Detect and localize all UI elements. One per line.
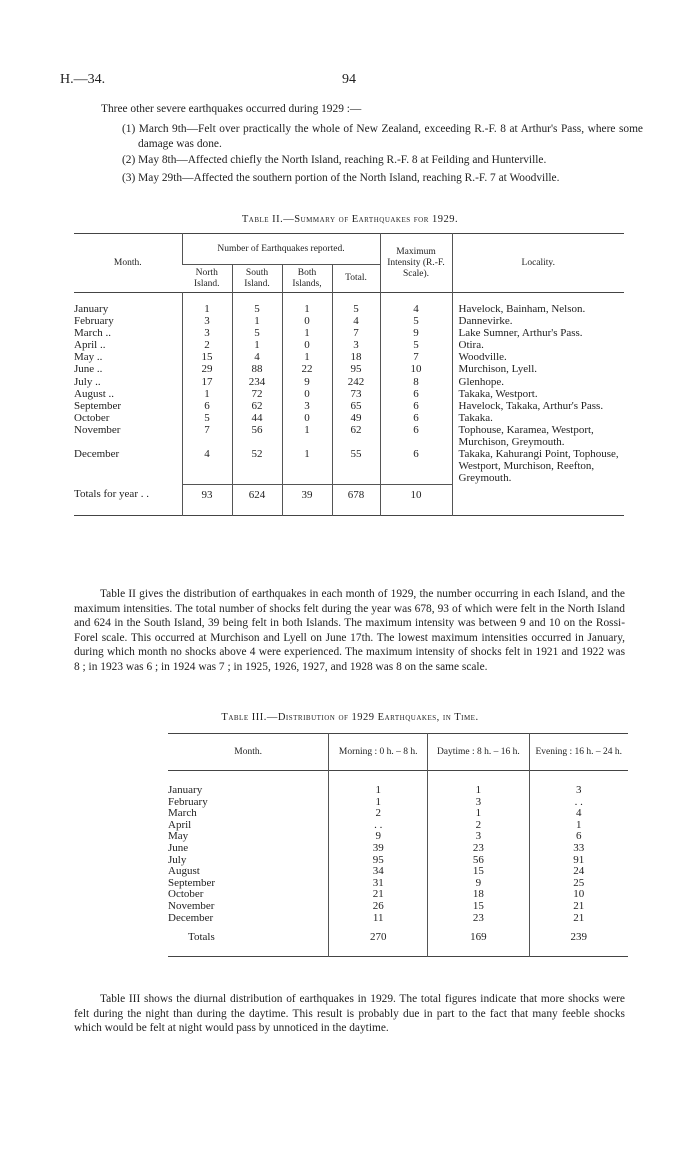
table3-cell-evening: 1 <box>529 820 628 832</box>
table2-cell-north: 29 <box>182 363 232 375</box>
intro-item-2: (2) May 8th—Affected chiefly the North Island, reaching R.-F. 8 at Feilding and Hunterville. <box>122 154 547 166</box>
table2-cell-both: 1 <box>282 327 332 339</box>
table2-cell-locality: Takaka, Kahurangi Point, Tophouse, Westport, Murchison, Reefton, Greymouth. <box>452 448 624 484</box>
table2-header-north: North Island. <box>182 265 232 293</box>
table3-cell-morning: 9 <box>329 831 428 843</box>
table2-header-month: Month. <box>113 257 142 268</box>
table3 <box>168 733 628 957</box>
table2-cell-locality: Havelock, Takaka, Arthur's Pass. <box>452 400 624 412</box>
table3-cell-daytime: 3 <box>428 831 529 843</box>
table2-cell-south: 88 <box>232 363 282 375</box>
table2-row <box>74 327 624 339</box>
table3-total-morning: 270 <box>329 924 428 956</box>
table2-cell-both: 1 <box>282 351 332 363</box>
table3-cell-month: October <box>168 888 204 901</box>
table2-cell-south: 234 <box>232 376 282 388</box>
table2-cell-south: 4 <box>232 351 282 363</box>
table3-cell-month: March <box>168 807 197 820</box>
table3-header-morning: Morning : 0 h. – 8 h. <box>329 734 428 771</box>
table2-header-both: Both Islands, <box>282 265 332 293</box>
table2-cell-locality: Lake Sumner, Arthur's Pass. <box>452 327 624 339</box>
table3-cell-month: June <box>168 841 189 854</box>
table2-row <box>74 400 624 412</box>
table2-total-north: 93 <box>182 484 232 515</box>
table2-header-group: Number of Earthquakes reported. <box>182 234 380 265</box>
table3-cell-evening: 24 <box>529 866 628 878</box>
table2-cell-total: 5 <box>332 293 380 316</box>
table2-row <box>74 315 624 327</box>
table3-title: Table III.—Distribution of 1929 Earthquakes, in Time. <box>221 712 479 723</box>
table3-cell-morning: 21 <box>329 889 428 901</box>
table2-cell-both: 3 <box>282 400 332 412</box>
table2-cell-total: 7 <box>332 327 380 339</box>
table2-total-label: Totals for year . . <box>74 488 149 501</box>
table2-header-south: South Island. <box>232 265 282 293</box>
table2-cell-locality: Takaka. <box>452 412 624 424</box>
table2-cell-locality: Takaka, Westport. <box>452 388 624 400</box>
table3-row <box>168 866 628 878</box>
table3-row <box>168 913 628 925</box>
table2-cell-intensity: 6 <box>380 424 452 448</box>
table2-cell-intensity: 5 <box>380 315 452 327</box>
table3-cell-month: July <box>168 853 187 866</box>
table2-cell-month: May .. <box>74 351 103 364</box>
intro-item-1: (1) March 9th—Felt over practically the whole of New Zealand, exceeding R.-F. 8 at Arthur's Pass, where some damage was done. <box>122 123 643 150</box>
table3-row <box>168 831 628 843</box>
table2-cell-north: 5 <box>182 412 232 424</box>
table2-cell-south: 62 <box>232 400 282 412</box>
table2-cell-south: 1 <box>232 339 282 351</box>
paragraph-table3-summary: Table III shows the diurnal distribution of earthquakes in 1929. The total figures indicate that more shocks were felt during the night than during the daytime. This result is probably due in part to the fact that many feeble shocks which would be felt at night would pass by unnoticed in the daytime. <box>74 993 625 1035</box>
table3-cell-morning: 11 <box>329 913 428 925</box>
table2-cell-intensity: 6 <box>380 412 452 424</box>
table2-cell-south: 56 <box>232 424 282 448</box>
table3-cell-evening: . . <box>529 797 628 809</box>
table2-cell-total: 4 <box>332 315 380 327</box>
table2-cell-total: 73 <box>332 388 380 400</box>
table2-cell-month: November <box>74 423 121 436</box>
table3-cell-evening: 6 <box>529 831 628 843</box>
table2-totals-row <box>74 484 624 515</box>
table2-cell-both: 1 <box>282 448 332 484</box>
table3-cell-evening: 21 <box>529 913 628 925</box>
table3-row <box>168 889 628 901</box>
table3-cell-month: November <box>168 899 215 912</box>
table2-cell-north: 15 <box>182 351 232 363</box>
table2-cell-north: 2 <box>182 339 232 351</box>
table2-header-intensity: Maximum Intensity (R.-F. Scale). <box>380 234 452 293</box>
table2-cell-south: 5 <box>232 293 282 316</box>
table2-cell-north: 3 <box>182 315 232 327</box>
intro-lead: Three other severe earthquakes occurred during 1929 :— <box>101 103 362 115</box>
table2-cell-intensity: 6 <box>380 400 452 412</box>
table2-row <box>74 424 624 448</box>
table3-cell-evening: 4 <box>529 808 628 820</box>
table3-row <box>168 820 628 832</box>
table3-cell-evening: 91 <box>529 855 628 867</box>
table2-cell-month: July .. <box>74 375 101 388</box>
table3-cell-daytime: 15 <box>428 901 529 913</box>
table2-cell-month: December <box>74 448 120 461</box>
table3-cell-daytime: 18 <box>428 889 529 901</box>
table2-header-locality: Locality. <box>452 234 624 293</box>
table2-cell-total: 95 <box>332 363 380 375</box>
table2-row <box>74 448 624 484</box>
table3-cell-month: April <box>168 818 192 831</box>
table3-cell-morning: 39 <box>329 843 428 855</box>
table2-cell-intensity: 6 <box>380 448 452 484</box>
table2-cell-locality: Murchison, Lyell. <box>452 363 624 375</box>
table2-cell-intensity: 5 <box>380 339 452 351</box>
table3-cell-morning: 31 <box>329 878 428 890</box>
table2-cell-locality: Woodville. <box>452 351 624 363</box>
table2 <box>74 233 624 516</box>
table2-cell-month: January <box>74 303 109 315</box>
table3-cell-daytime: 2 <box>428 820 529 832</box>
table3-cell-evening: 10 <box>529 889 628 901</box>
table2-cell-intensity: 8 <box>380 376 452 388</box>
table2-total-south: 624 <box>232 484 282 515</box>
table2-total-both: 39 <box>282 484 332 515</box>
table3-cell-morning: 2 <box>329 808 428 820</box>
table2-cell-north: 1 <box>182 388 232 400</box>
intro-item-3: (3) May 29th—Affected the southern portion of the North Island, reaching R.-F. 7 at Woodville. <box>122 172 560 184</box>
table2-cell-both: 0 <box>282 412 332 424</box>
table2-title: Table II.—Summary of Earthquakes for 1929. <box>241 214 459 225</box>
report-reference: H.—34. <box>60 72 106 87</box>
table2-row <box>74 351 624 363</box>
table2-cell-locality: Dannevirke. <box>452 315 624 327</box>
table3-cell-month: February <box>168 795 208 808</box>
table2-cell-both: 9 <box>282 376 332 388</box>
table2-total-intensity: 10 <box>380 484 452 515</box>
table2-cell-both: 1 <box>282 424 332 448</box>
table2-cell-north: 6 <box>182 400 232 412</box>
table2-cell-total: 62 <box>332 424 380 448</box>
table2-header-total: Total. <box>332 265 380 293</box>
table2-cell-both: 1 <box>282 293 332 316</box>
table3-cell-morning: 34 <box>329 866 428 878</box>
table3-cell-daytime: 9 <box>428 878 529 890</box>
table2-row <box>74 388 624 400</box>
table3-row <box>168 771 628 797</box>
table3-cell-month: May <box>168 830 189 843</box>
table3-totals-row <box>168 924 628 956</box>
table2-cell-both: 0 <box>282 339 332 351</box>
table3-cell-daytime: 15 <box>428 866 529 878</box>
table2-cell-month: April .. <box>74 339 106 352</box>
table3-cell-daytime: 1 <box>428 808 529 820</box>
table3-header-evening: Evening : 16 h. – 24 h. <box>529 734 628 771</box>
table3-cell-morning: 1 <box>329 797 428 809</box>
table2-cell-month: June .. <box>74 363 103 376</box>
table2-cell-month: August .. <box>74 387 115 400</box>
table3-header-month: Month. <box>234 746 262 757</box>
table2-cell-total: 18 <box>332 351 380 363</box>
table3-row <box>168 843 628 855</box>
table2-cell-month: October <box>74 411 110 424</box>
table3-total-daytime: 169 <box>428 924 529 956</box>
table3-cell-evening: 21 <box>529 901 628 913</box>
table2-cell-total: 55 <box>332 448 380 484</box>
table2-cell-both: 0 <box>282 315 332 327</box>
table2-cell-total: 242 <box>332 376 380 388</box>
table2-cell-north: 7 <box>182 424 232 448</box>
table2-cell-month: September <box>74 399 122 412</box>
table2-row <box>74 376 624 388</box>
table2-cell-north: 3 <box>182 327 232 339</box>
table3-row <box>168 901 628 913</box>
table2-total-total: 678 <box>332 484 380 515</box>
table2-cell-north: 4 <box>182 448 232 484</box>
table2-cell-total: 65 <box>332 400 380 412</box>
table2-total-locality-empty <box>452 484 624 515</box>
table3-cell-daytime: 56 <box>428 855 529 867</box>
table2-cell-south: 5 <box>232 327 282 339</box>
table2-cell-intensity: 4 <box>380 293 452 316</box>
table2-row <box>74 363 624 375</box>
table3-cell-evening: 33 <box>529 843 628 855</box>
table3-cell-morning: . . <box>329 820 428 832</box>
table2-cell-south: 72 <box>232 388 282 400</box>
table3-row <box>168 878 628 890</box>
table3-cell-daytime: 1 <box>428 771 529 797</box>
paragraph-table2-summary: Table II gives the distribution of earthquakes in each month of 1929, the number occurring in each Island, and the maximum intensities. The total number of shocks felt during the year was 678, 93 of which were felt in the North Island and 624 in the South Island, 39 being felt in both Islands. The maximum intensity was between 9 and 10 on the Rossi-Forel scale. This occurred at Murchison and Lyell on June 17th. The lowest maximum intensities occurred in January, during which month no shocks above 4 were experienced. The maximum intensity of shocks felt in 1921 and 1922 was 8 ; in 1923 was 6 ; in 1924 was 7 ; in 1925, 1926, 1927, and 1928 was 8 on the same scale. <box>74 588 625 673</box>
table2-row <box>74 412 624 424</box>
table3-cell-morning: 1 <box>329 771 428 797</box>
table3-cell-month: December <box>168 911 214 924</box>
table2-row <box>74 339 624 351</box>
table2-cell-intensity: 6 <box>380 388 452 400</box>
table3-row <box>168 797 628 809</box>
table3-cell-month: January <box>168 784 203 796</box>
table2-cell-south: 1 <box>232 315 282 327</box>
table2-cell-intensity: 9 <box>380 327 452 339</box>
table3-cell-evening: 25 <box>529 878 628 890</box>
table3-cell-daytime: 23 <box>428 913 529 925</box>
table3-row <box>168 808 628 820</box>
table3-header-daytime: Daytime : 8 h. – 16 h. <box>428 734 529 771</box>
table3-cell-morning: 95 <box>329 855 428 867</box>
table3-cell-month: August <box>168 865 200 878</box>
table2-cell-locality: Glenhope. <box>452 376 624 388</box>
table3-cell-month: September <box>168 876 216 889</box>
page-number: 94 <box>342 72 356 87</box>
table2-cell-both: 0 <box>282 388 332 400</box>
table2-cell-intensity: 7 <box>380 351 452 363</box>
table3-total-label: Totals <box>188 931 215 944</box>
table3-cell-daytime: 23 <box>428 843 529 855</box>
table3-cell-evening: 3 <box>529 771 628 797</box>
table2-cell-locality: Otira. <box>452 339 624 351</box>
table3-total-evening: 239 <box>529 924 628 956</box>
table3-cell-daytime: 3 <box>428 797 529 809</box>
table2-cell-month: March .. <box>74 327 111 340</box>
table2-cell-south: 52 <box>232 448 282 484</box>
table2-cell-locality: Havelock, Bainham, Nelson. <box>452 293 624 316</box>
table3-cell-morning: 26 <box>329 901 428 913</box>
table2-cell-month: February <box>74 315 114 328</box>
table3-row <box>168 855 628 867</box>
table2-cell-intensity: 10 <box>380 363 452 375</box>
table2-cell-total: 49 <box>332 412 380 424</box>
table2-cell-both: 22 <box>282 363 332 375</box>
table2-cell-south: 44 <box>232 412 282 424</box>
table2-cell-total: 3 <box>332 339 380 351</box>
table2-cell-north: 1 <box>182 293 232 316</box>
table2-cell-locality: Tophouse, Karamea, Westport, Murchison, Greymouth. <box>452 424 624 448</box>
table2-row <box>74 293 624 316</box>
table2-cell-north: 17 <box>182 376 232 388</box>
